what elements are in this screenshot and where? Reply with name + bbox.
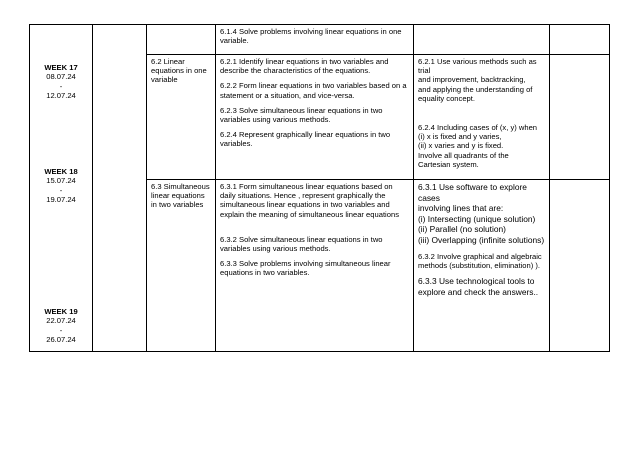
note-line: 6.3.1 Use software to explore xyxy=(418,182,527,192)
objective-text: 6.2.1 Identify linear equations in two variables and describe the characteristics of the equations. xyxy=(220,57,389,76)
week-end-date: 19.07.24 xyxy=(46,195,76,205)
note-line: and improvement, backtracking, xyxy=(418,75,526,85)
blank-column-cell xyxy=(93,25,147,352)
subtopic-text: 6.2 Linear equations in one variable xyxy=(151,57,207,85)
note-line: (i) x is fixed and y varies, xyxy=(418,132,502,142)
remarks-cell xyxy=(550,55,610,180)
objective-text: 6.2.4 Represent graphically linear equations in two variables. xyxy=(220,130,391,149)
subtopic-cell xyxy=(147,180,216,352)
week-label: WEEK 19 xyxy=(44,307,78,316)
note-line: Cartesian system. xyxy=(418,159,479,169)
note-line: 6.2.4 Including cases of (x, y) when xyxy=(418,123,538,133)
objective-text: 6.3.2 Solve simultaneous linear equations in two variables using various methods. xyxy=(220,234,383,254)
week-date-separator: - xyxy=(59,185,63,195)
objective-text: 6.3.3 Solve problems involving simultaneous linear equations in two variables. xyxy=(220,259,391,278)
week-block xyxy=(30,167,92,205)
note-line: 6.2.1 Use various methods such as trial xyxy=(418,57,537,76)
week-start-date: 22.07.24 xyxy=(46,316,76,326)
note-line: Involve all quadrants of the xyxy=(418,150,509,160)
note-line: (ii) x varies and y is fixed. xyxy=(418,141,504,151)
note-line: 6.3.2 Involve graphical and algebraic methods (substitution, elimination) ). xyxy=(418,251,542,270)
objective-text: 6.3.1 Form simultaneous linear equations based on daily situations. Hence , represent graphically the simultaneous linear equations in two variables and explain the meaning of simultaneous linear equations xyxy=(220,182,399,219)
subtopic-cell xyxy=(147,25,216,55)
spacer xyxy=(418,103,545,113)
note-line: (i) Intersecting (unique solution) xyxy=(418,213,536,224)
week-block xyxy=(30,63,92,101)
week-column-cell xyxy=(30,25,93,352)
objective-text: 6.2.3 Solve simultaneous linear equations in two variables using various methods. xyxy=(220,105,383,125)
objectives-cell xyxy=(216,55,414,180)
table-row xyxy=(30,25,610,55)
objective-text: 6.1.4 Solve problems involving linear equations in one variable. xyxy=(220,27,402,46)
notes-cell xyxy=(414,25,550,55)
objectives-cell xyxy=(216,25,414,55)
remarks-cell xyxy=(550,25,610,55)
note-line: 6.3.3 Use technological tools to explore and check the answers.. xyxy=(418,275,539,297)
week-label: WEEK 18 xyxy=(44,167,78,176)
week-date-separator: - xyxy=(59,81,63,91)
objectives-cell xyxy=(216,180,414,352)
week-end-date: 12.07.24 xyxy=(46,91,76,101)
note-line: (ii) Parallel (no solution) xyxy=(418,224,506,235)
notes-cell xyxy=(414,55,550,180)
note-line: cases xyxy=(418,192,440,203)
note-line: and applying the understanding of equality concept. xyxy=(418,84,533,103)
note-line: (iii) Overlapping (infinite solutions) xyxy=(418,234,545,245)
note-line: involving lines that are: xyxy=(418,203,504,214)
remarks-cell xyxy=(550,180,610,352)
week-label: WEEK 17 xyxy=(44,63,78,72)
week-start-date: 08.07.24 xyxy=(46,72,76,82)
week-block xyxy=(30,307,92,345)
spacer xyxy=(220,219,409,229)
subtopic-cell xyxy=(147,55,216,180)
subtopic-text: 6.3 Simultaneous linear equations in two variables xyxy=(151,182,210,210)
week-date-separator: - xyxy=(59,325,63,335)
week-start-date: 15.07.24 xyxy=(46,176,76,186)
week-end-date: 26.07.24 xyxy=(46,335,76,345)
objective-text: 6.2.2 Form linear equations in two variables based on a statement or a situation, and vice-versa. xyxy=(220,81,407,100)
spacer xyxy=(418,113,545,123)
notes-cell xyxy=(414,180,550,352)
scheme-of-work-table xyxy=(29,24,610,352)
